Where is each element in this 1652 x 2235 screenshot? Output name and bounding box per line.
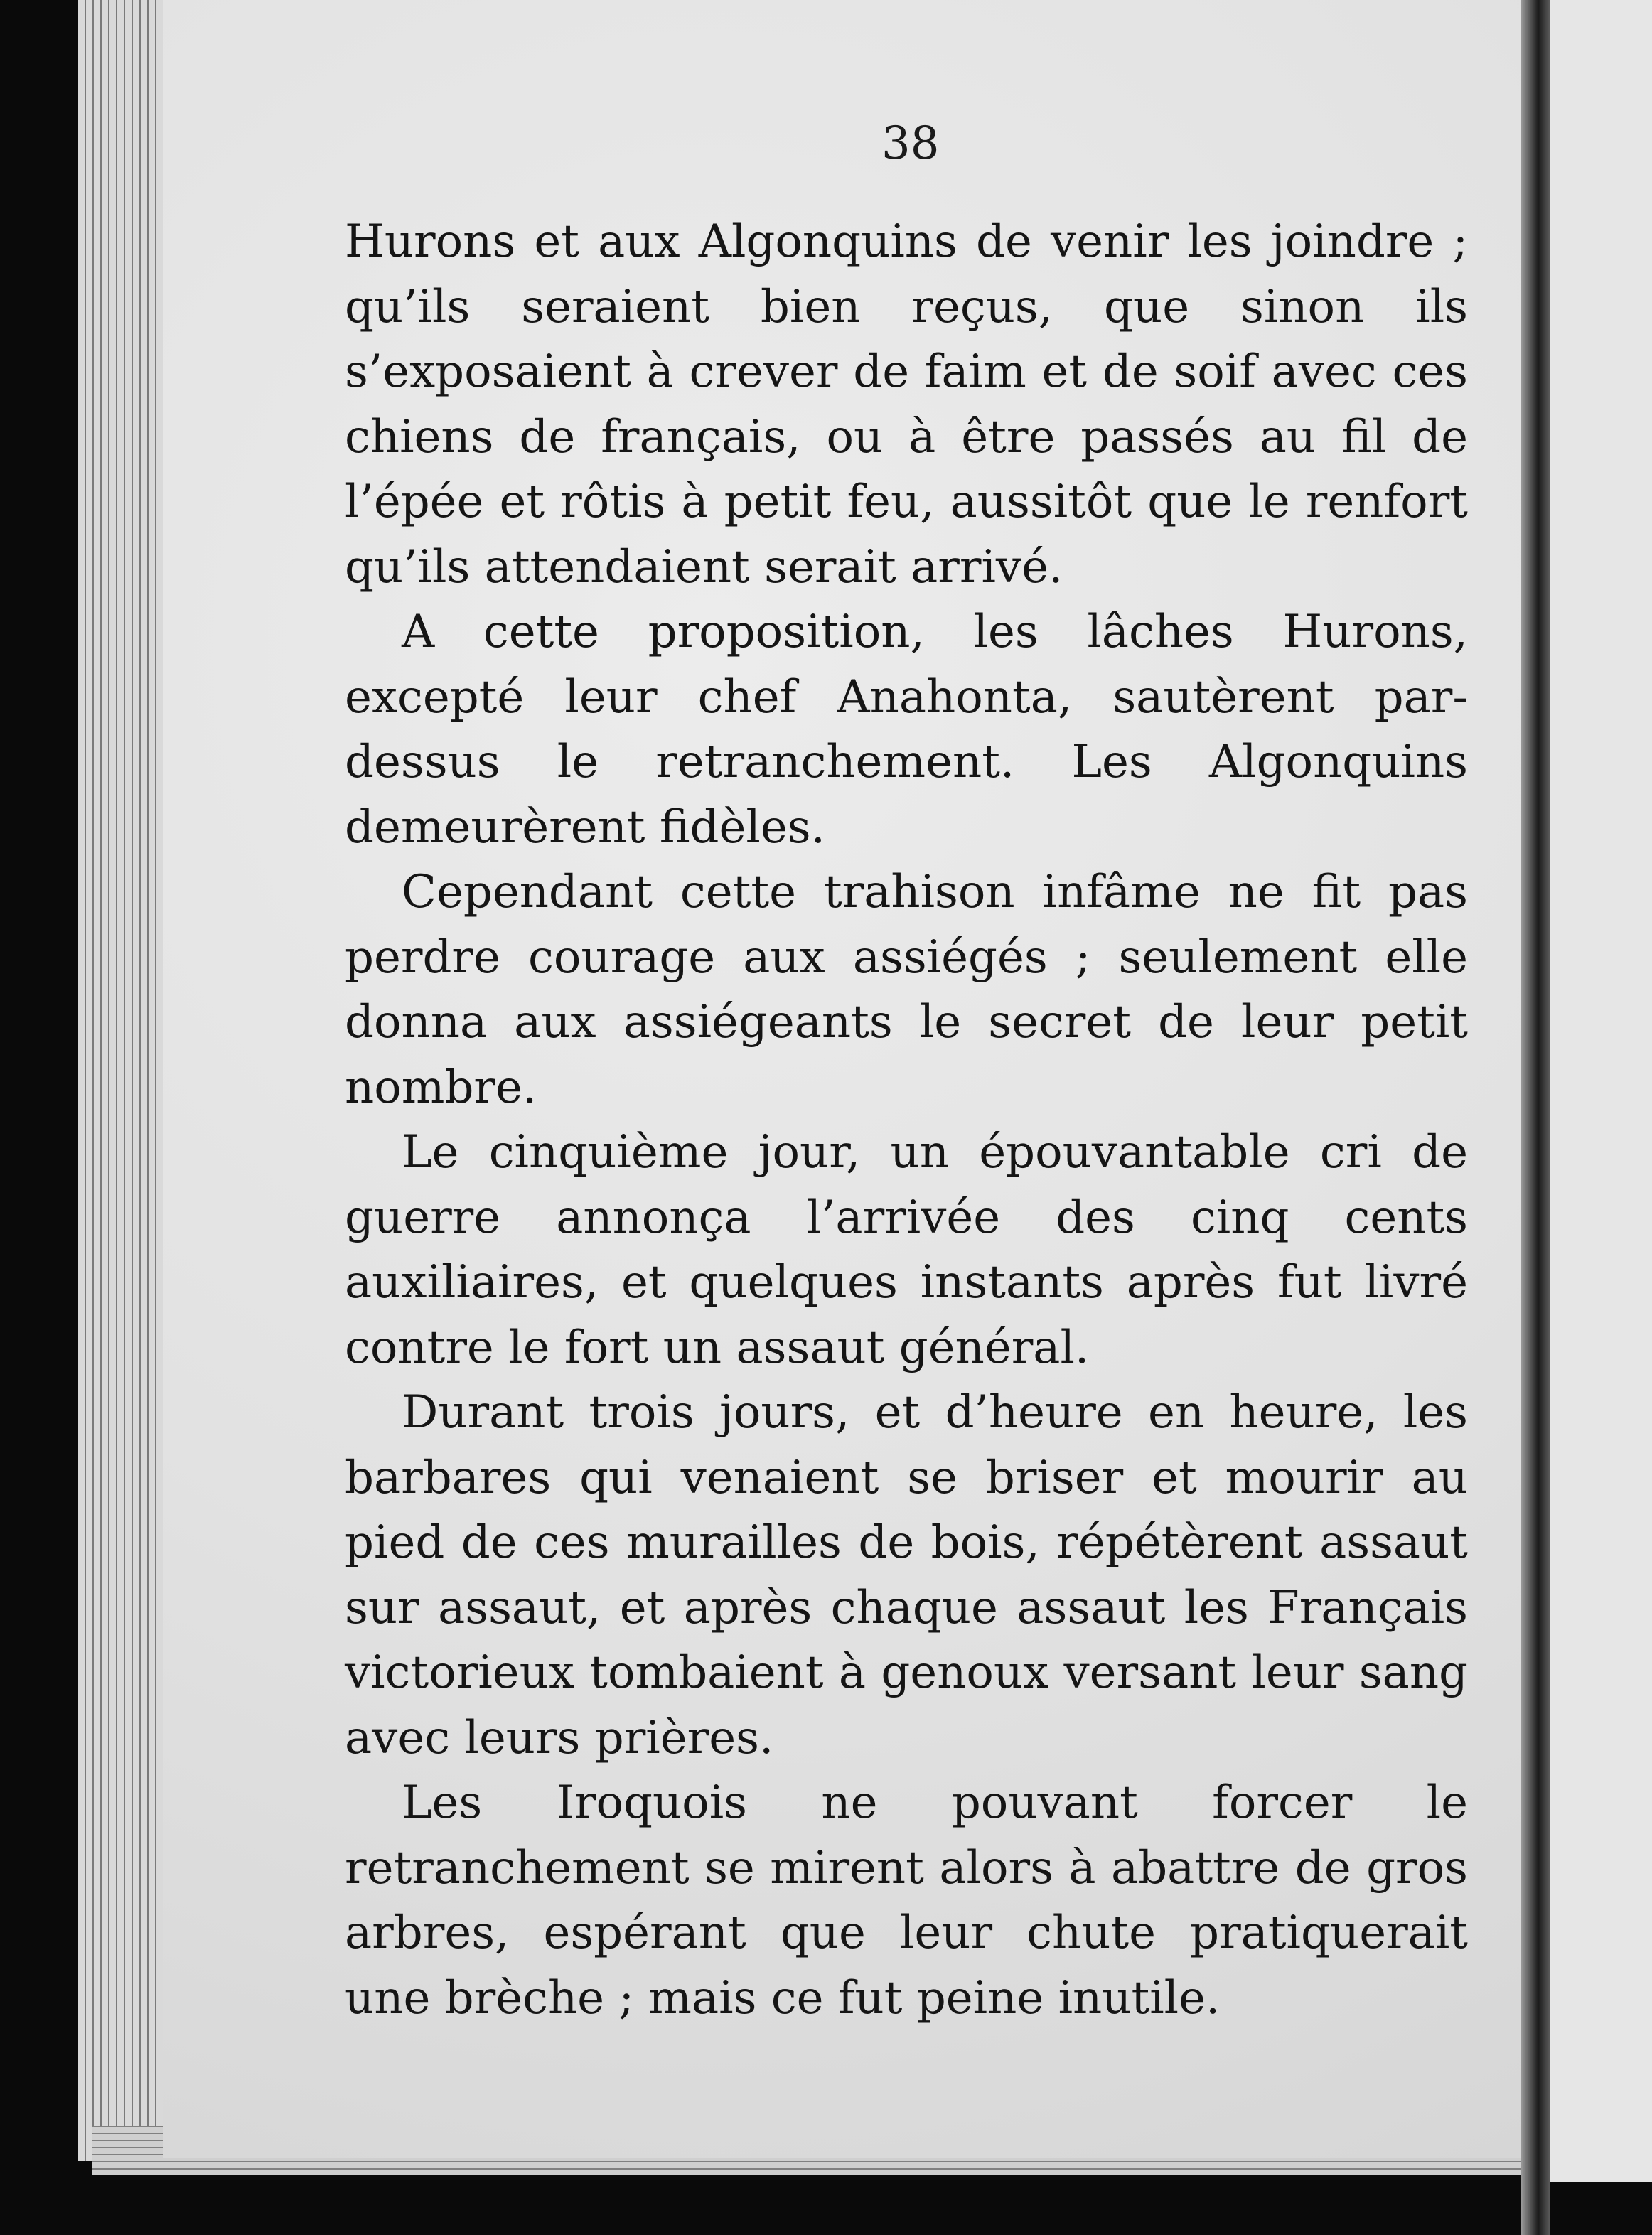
page-stack-edges	[78, 0, 163, 2161]
paragraph: Hurons et aux Algonquins de venir les joindre ; qu’ils seraient bien reçus, que sinon ils s’exposaient à crever de faim et de soif avec ces chiens de français, ou à être passés au fil de l’épée et rôtis à petit feu, aussitôt que le renfort qu’ils attendaient serait arrivé.	[345, 215, 1468, 594]
right-page-partial	[1550, 0, 1652, 2182]
paragraph: Le cinquième jour, un épouvantable cri de guerre annonça l’arrivée des cinq cents auxiliaires, et quelques instants après fut livré contre le fort un assaut général.	[345, 1126, 1468, 1374]
paragraph: Durant trois jours, et d’heure en heure, les barbares qui venaient se briser et mourir au pied de ces murailles de bois, répétèrent assaut sur assaut, et après chaque assaut les Français victorieux tombaient à genoux versant leur sang avec leurs prières.	[345, 1386, 1468, 1764]
paragraph: Les Iroquois ne pouvant forcer le retranchement se mirent alors à abattre de gros arbres, espérant que leur chute pratiquerait une brèche ; mais ce fut peine inutile.	[345, 1776, 1468, 2025]
body-text	[345, 210, 1468, 2031]
book-gutter	[1521, 0, 1550, 2235]
paragraph: Cependant cette trahison infâme ne fit pas perdre courage aux assiégés ; seulement elle donna aux assiégeants le secret de leur petit nombre.	[345, 866, 1468, 1114]
page-number: 38	[881, 117, 940, 170]
paragraph: A cette proposition, les lâches Hurons, excepté leur chef Anahonta, sautèrent par-dessus le retranchement. Les Algonquins demeurèrent fidèles.	[345, 606, 1468, 854]
